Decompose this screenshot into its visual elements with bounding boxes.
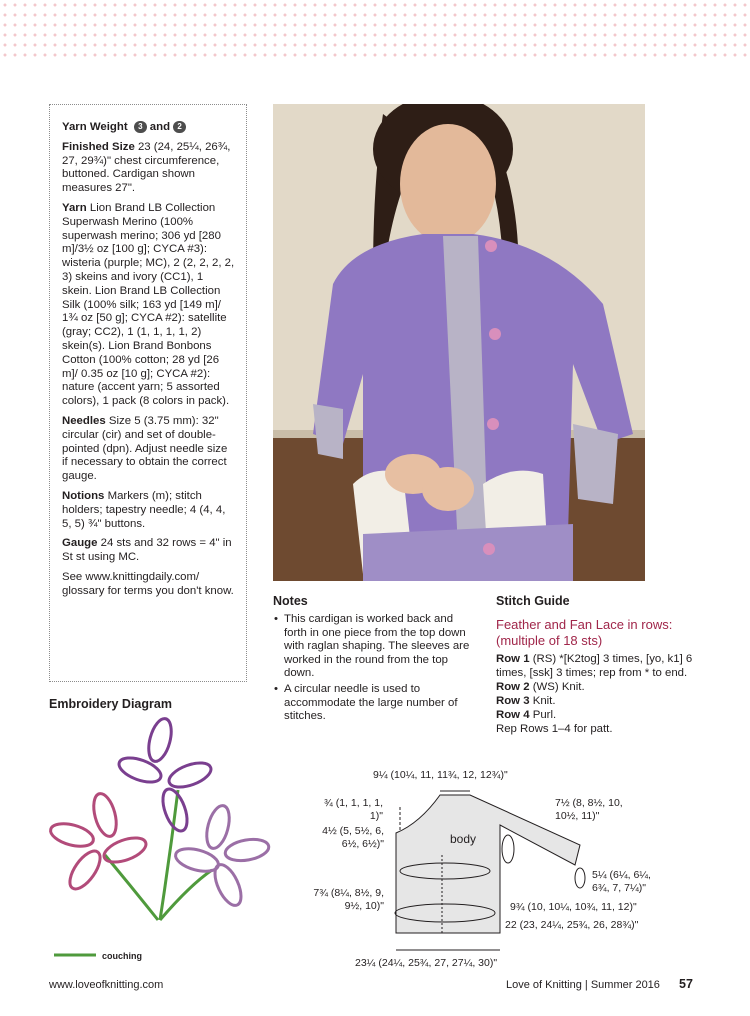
schematic-left-1: ¾ (1, 1, 1, 1, 1)"	[324, 797, 383, 822]
footer-url: www.loveofknitting.com	[49, 979, 164, 991]
girl-in-cardigan-illustration	[273, 104, 645, 581]
stitch-row: Row 2 (WS) Knit.	[496, 681, 585, 693]
yarn-weight-line: Yarn Weight 3 and 2	[62, 121, 236, 135]
notes-list	[273, 613, 473, 726]
stitch-row: Row 3 Knit.	[496, 695, 556, 707]
schematic-right-2: 5¼ (6¼, 6¼, 6¾, 7, 7¼)"	[592, 869, 651, 894]
yarn-weight-2-icon: 2	[173, 121, 186, 133]
schematic-body-label: body	[450, 832, 477, 846]
stitch-guide-title: Stitch Guide	[496, 594, 570, 608]
note-item: • A circular needle is used to accommodate the large number of stitches.	[273, 683, 473, 724]
stitch-row: Row 4 Purl.	[496, 709, 557, 721]
gauge-info: Gauge 24 sts and 32 rows = 4" in St st using MC.	[62, 537, 232, 564]
materials-sidebar	[49, 104, 247, 682]
schematic-sleeve: 9¾ (10, 10¼, 10¾, 11, 12)"	[510, 901, 637, 913]
glossary-note: See www.knittingdaily.com/ glossary for terms you don't know.	[62, 570, 234, 597]
stitch-repeat: Rep Rows 1–4 for patt.	[496, 723, 613, 735]
embroidery-diagram-title: Embroidery Diagram	[49, 697, 172, 711]
footer-magazine: Love of Knitting | Summer 2016	[506, 979, 660, 991]
notes-title: Notes	[273, 594, 308, 608]
embroidery-diagram	[40, 715, 280, 965]
couching-legend: couching	[102, 951, 142, 961]
notions-info: Notions Markers (m); stitch holders; tapestry needle; 4 (4, 4, 5, 5) ¾" buttons.	[62, 489, 226, 530]
yarn-info: Yarn Lion Brand LB Collection Superwash Merino (100% superwash merino; 306 yd [280 m]/3½ oz [100 g]; CYCA #3): wisteria (purple; MC), 2 (2, 2, 2, 2, 3) skeins and ivory (CC1), 1 skein. Lion Brand LB Collection Silk (100% silk; 163 yd [149 m]/ 1¾ oz [50 g]; CYCA #2): satellite (gray; CC2), 1 (1, 1, 1, 1, 2) skein(s). Lion Brand Bonbons Cotton (100% cotton; 28 yd [26 m]/ 0.35 oz [10 g]; CYCA #2): nature (accent yarn; 5 assorted colors), 1 pack (8 colors in pack).	[62, 201, 235, 408]
needles-info: Needles Size 5 (3.75 mm): 32" circular (cir) and set of double-pointed (dpn). Adjust needle size if necessary to obtain the correct gauge.	[62, 414, 228, 483]
schematic-bottom: 23¼ (24¼, 25¾, 27, 27¼, 30)"	[355, 957, 498, 969]
schematic-width: 22 (23, 24¼, 25¾, 26, 28¾)"	[505, 919, 639, 931]
stitch-guide-subtitle: Feather and Fan Lace in rows: (multiple of 18 sts)	[496, 617, 673, 648]
stitch-row: Row 1 (RS) *[K2tog] 3 times, [yo, k1] 6 times, [ssk] 3 times; rep from * to end.	[496, 653, 693, 679]
yarn-weight-3-icon: 3	[134, 121, 147, 133]
note-item: • This cardigan is worked back and forth in one piece from the top down with raglan shaping. The sleeves are worked in the round from the top down.	[273, 613, 473, 681]
cardigan-photo	[273, 104, 645, 581]
schematic-top-measure: 9¼ (10¼, 11, 11¾, 12, 12¾)"	[373, 769, 508, 781]
stitch-guide	[496, 617, 706, 736]
finished-size: Finished Size 23 (24, 25¼, 26¾, 27, 29¾)" chest circumference, buttoned. Cardigan shown measures 27".	[62, 140, 231, 195]
page-number: 57	[679, 977, 693, 991]
schematic-right-1: 7½ (8, 8½, 10, 10½, 11)"	[555, 797, 623, 822]
polka-dot-banner	[0, 0, 750, 62]
schematic-left-2: 4½ (5, 5½, 6, 6½, 6½)"	[322, 825, 384, 850]
schematic-left-3: 7¾ (8¼, 8½, 9, 9½, 10)"	[313, 887, 384, 912]
